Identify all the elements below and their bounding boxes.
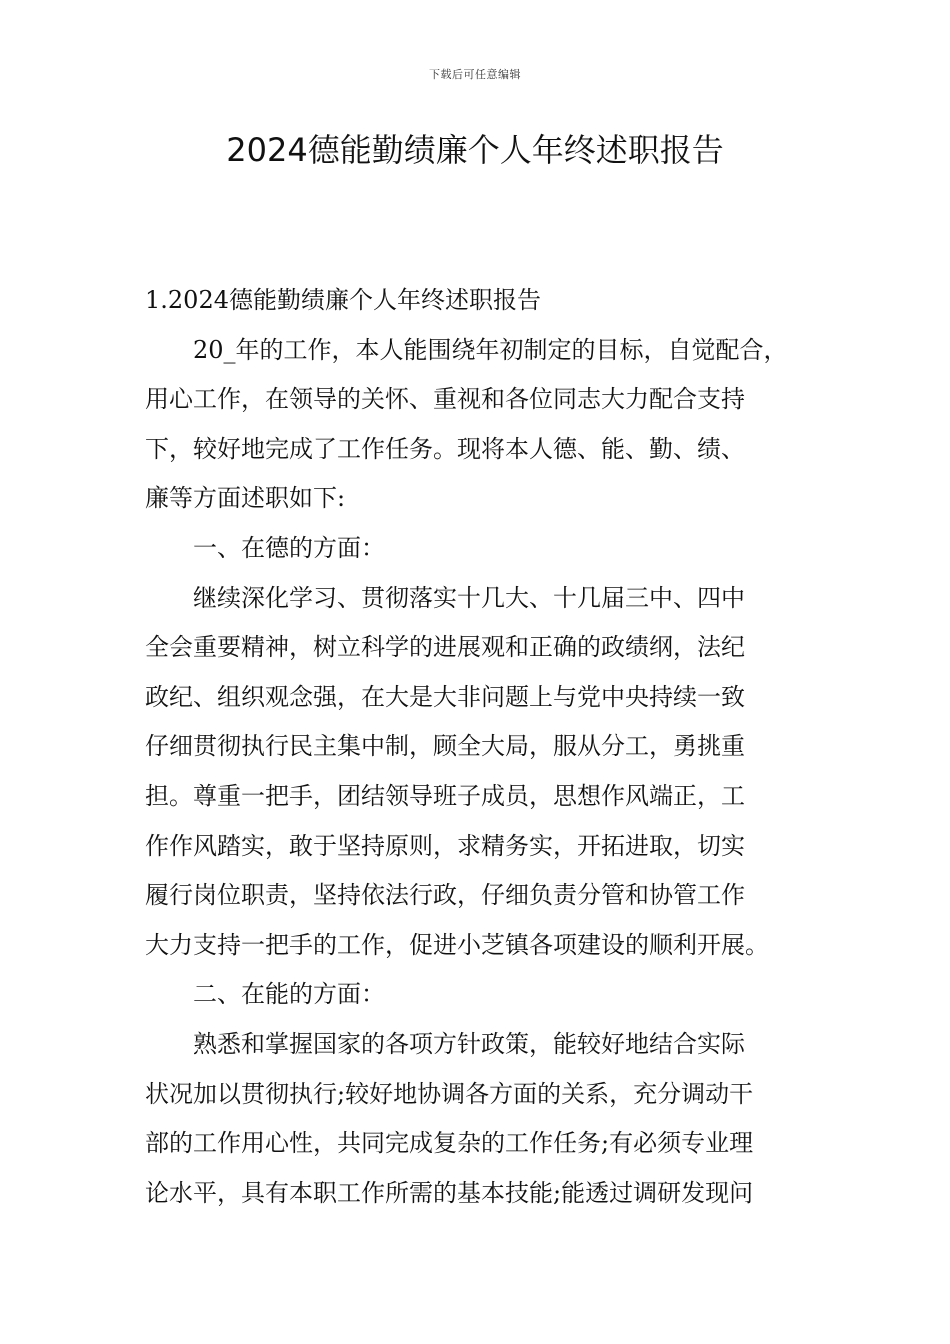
- paragraph-line: 用心工作，在领导的关怀、重视和各位同志大力配合支持: [145, 385, 745, 414]
- document-body: [145, 276, 810, 1218]
- paragraph-line: 全会重要精神，树立科学的进展观和正确的政绩纲，法纪: [145, 633, 745, 662]
- paragraph-line: 大力支持一把手的工作，促进小芝镇各项建设的顺利开展。: [145, 930, 769, 959]
- section-heading-line: 二、在能的方面：: [193, 980, 385, 1009]
- paragraph-line: 廉等方面述职如下:: [145, 484, 346, 513]
- document-title: 2024德能勤绩廉个人年终述职报告: [226, 131, 724, 169]
- header-note: 下载后可任意编辑: [429, 68, 521, 81]
- paragraph-line: 熟悉和掌握国家的各项方针政策，能较好地结合实际: [193, 1029, 745, 1058]
- paragraph-line: 20_年的工作，本人能围绕年初制定的目标，自觉配合，: [193, 335, 788, 364]
- paragraph-line: 论水平，具有本职工作所需的基本技能;能透过调研发现问: [145, 1178, 754, 1207]
- paragraph-line: 履行岗位职责，坚持依法行政，仔细负责分管和协管工作: [145, 881, 745, 910]
- paragraph-line: 状况加以贯彻执行;较好地协调各方面的关系，充分调动干: [145, 1079, 754, 1108]
- paragraph-line: 继续深化学习、贯彻落实十几大、十几届三中、四中: [193, 583, 745, 612]
- paragraph-line: 担。尊重一把手，团结领导班子成员，思想作风端正，工: [145, 781, 745, 810]
- paragraph-line: 作作风踏实，敢于坚持原则，求精务实，开拓进取，切实: [145, 831, 745, 860]
- paragraph-line: 仔细贯彻执行民主集中制，顾全大局，服从分工，勇挑重: [145, 732, 745, 761]
- section-heading-line: 一、在德的方面：: [193, 533, 385, 562]
- paragraph-line: 下，较好地完成了工作任务。现将本人德、能、勤、绩、: [145, 434, 745, 463]
- paragraph-line: 政纪、组织观念强，在大是大非问题上与党中央持续一致: [145, 682, 745, 711]
- paragraph-line: 部的工作用心性，共同完成复杂的工作任务;有必须专业理: [145, 1129, 754, 1158]
- paragraph-line: 1.2024德能勤绩廉个人年终述职报告: [145, 286, 541, 314]
